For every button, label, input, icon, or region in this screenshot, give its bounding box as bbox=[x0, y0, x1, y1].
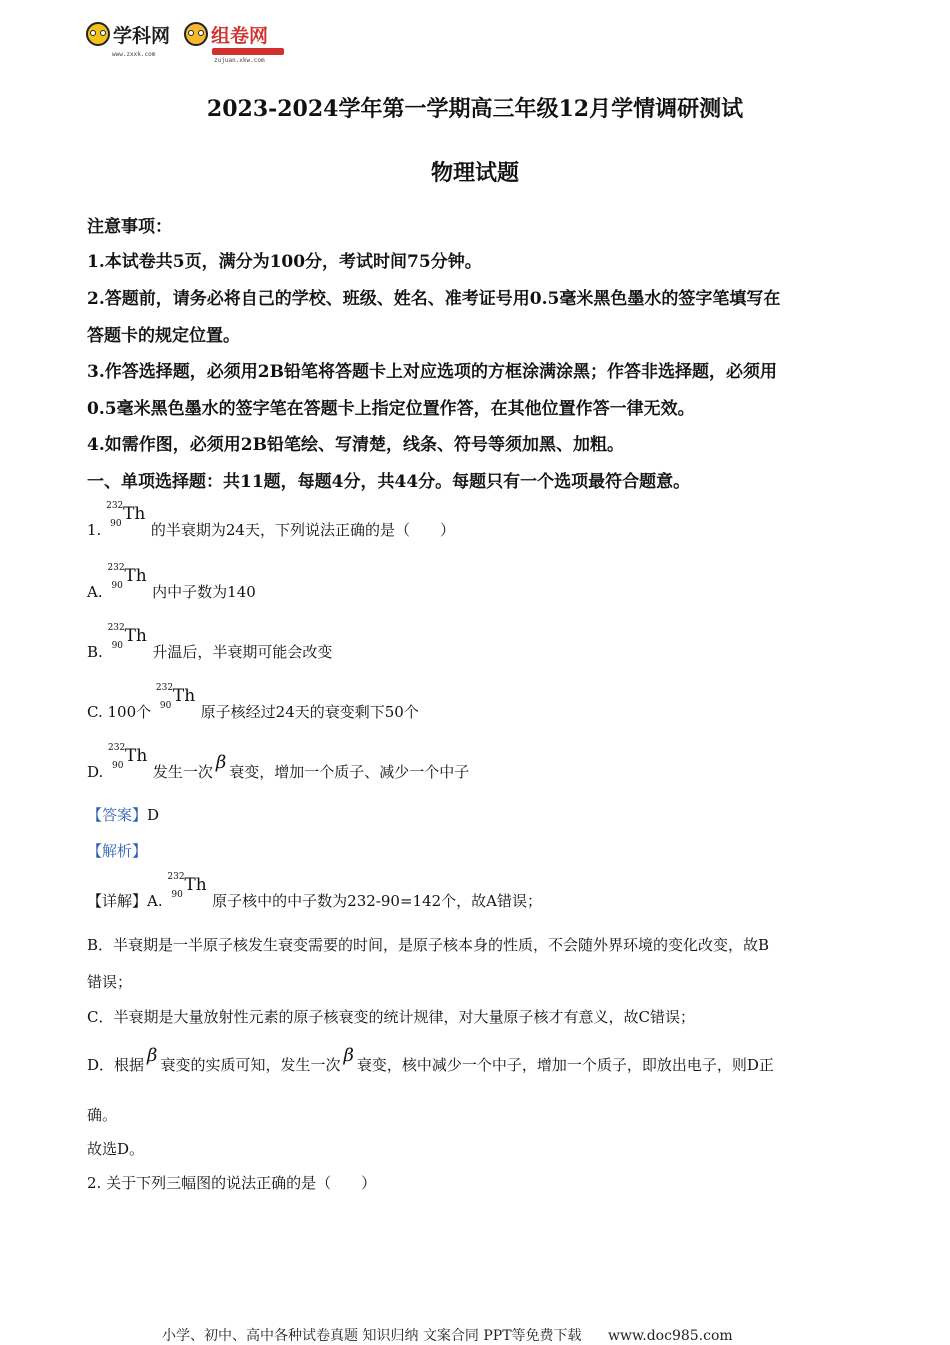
q1-analysis-tag: 【解析】 bbox=[87, 842, 148, 860]
element-symbol: Th bbox=[125, 746, 148, 766]
option-b-text: 升温后，半衰期可能会改变 bbox=[152, 643, 333, 661]
q1-stem-text: 的半衰期为24天，下列说法正确的是（ ） bbox=[150, 521, 455, 539]
section-1-heading: 一、单项选择题：共11题，每题4分，共44分。每题只有一个选项最符合题意。 bbox=[87, 472, 691, 492]
element-symbol: Th bbox=[124, 566, 147, 586]
detail-tag: 【详解】A. bbox=[87, 892, 163, 910]
notice-item-2b: 答题卡的规定位置。 bbox=[87, 326, 240, 346]
notice-item-3b: 0.5毫米黑色墨水的签字笔在答题卡上指定位置作答，在其他位置作答一律无效。 bbox=[87, 399, 695, 419]
q1-detail-c: C．半衰期是大量放射性元素的原子核衰变的统计规律，对大量原子核才有意义，故C错误； bbox=[87, 1008, 695, 1026]
q1-option-d[interactable] bbox=[87, 743, 470, 782]
beta-symbol: β bbox=[147, 1045, 158, 1066]
q1-option-b[interactable] bbox=[87, 623, 333, 662]
detail-d-text-1: D．根据 bbox=[87, 1056, 145, 1074]
exam-title: 2023-2024学年第一学期高三年级12月学情调研测试 bbox=[206, 96, 744, 122]
thorium-nuclide bbox=[107, 623, 148, 657]
q1-detail-b2: 错误； bbox=[87, 973, 133, 991]
logo2-banner bbox=[212, 48, 284, 55]
mass-number: 232 bbox=[108, 743, 126, 753]
header-logos bbox=[86, 14, 269, 64]
option-a-text: 内中子数为140 bbox=[152, 583, 256, 601]
option-a-label: A. bbox=[87, 583, 103, 601]
thorium-nuclide bbox=[107, 563, 147, 597]
footer bbox=[162, 1325, 733, 1345]
beta-symbol: β bbox=[343, 1045, 354, 1066]
q2-stem: 2. 关于下列三幅图的说法正确的是（ ） bbox=[87, 1174, 377, 1192]
q1-stem bbox=[87, 501, 455, 540]
beta-symbol: β bbox=[215, 752, 227, 773]
atomic-number: 90 bbox=[111, 641, 124, 651]
option-b-label: B. bbox=[87, 643, 103, 661]
notice-heading: 注意事项： bbox=[87, 217, 172, 237]
option-d-text-2: 衰变，增加一个质子、减少一个中子 bbox=[229, 763, 470, 781]
detail-a-text: 原子核中的中子数为232-90=142个，故A错误； bbox=[212, 892, 542, 910]
notice-item-3a: 3.作答选择题，必须用2B铅笔将答题卡上对应选项的方框涂满涂黑；作答非选择题，必须用 bbox=[87, 362, 777, 382]
q1-detail-b1: B．半衰期是一半原子核发生衰变需要的时间，是原子核本身的性质，不会随外界环境的变化改变，故B bbox=[87, 936, 770, 954]
notice-item-4: 4.如需作图，必须用2B铅笔绘、写清楚，线条、符号等须加黑、加粗。 bbox=[87, 435, 624, 455]
q1-detail-d bbox=[87, 1045, 774, 1075]
atomic-number: 90 bbox=[112, 761, 124, 771]
xuekewang-logo[interactable] bbox=[86, 21, 171, 58]
exam-subject: 物理试题 bbox=[430, 160, 519, 186]
option-c-text: 原子核经过24天的衰变剩下50个 bbox=[200, 703, 419, 721]
q1-detail-d4: 确。 bbox=[87, 1106, 118, 1124]
atomic-number: 90 bbox=[159, 701, 172, 711]
option-c-label: C. 100个 bbox=[87, 703, 152, 721]
q1-number: 1. bbox=[87, 521, 102, 539]
detail-d-text-3: 衰变，核中减少一个中子，增加一个质子，即放出电子，则D正 bbox=[356, 1056, 774, 1074]
mascot-face-icon bbox=[86, 22, 110, 46]
notice-item-2a: 2.答题前，请务必将自己的学校、班级、姓名、准考证号用0.5毫米黑色墨水的签字笔填写在 bbox=[87, 289, 781, 309]
logo2-text: 组卷网 bbox=[211, 24, 269, 47]
atomic-number: 90 bbox=[110, 519, 122, 529]
q1-conclusion: 故选D。 bbox=[87, 1140, 145, 1158]
option-d-text-1: 发生一次 bbox=[152, 763, 213, 781]
mass-number: 232 bbox=[107, 563, 125, 573]
mass-number: 232 bbox=[167, 872, 185, 882]
logo1-sub: www.zxxk.com bbox=[112, 50, 156, 58]
q1-detail-a bbox=[87, 872, 542, 911]
mass-number: 232 bbox=[107, 623, 125, 633]
q1-option-c[interactable] bbox=[87, 683, 419, 722]
detail-d-text-2: 衰变的实质可知，发生一次 bbox=[160, 1056, 341, 1074]
q1-answer bbox=[87, 804, 159, 825]
thorium-nuclide bbox=[167, 872, 207, 906]
logo1-text: 学科网 bbox=[113, 24, 171, 47]
logo2-sub: zujuan.xkw.com bbox=[214, 56, 265, 64]
element-symbol: Th bbox=[124, 626, 147, 646]
answer-tag: 【答案】 bbox=[87, 806, 148, 824]
answer-value: D bbox=[147, 806, 160, 824]
atomic-number: 90 bbox=[171, 890, 183, 900]
mascot-scholar-icon bbox=[184, 22, 208, 46]
option-d-label: D. bbox=[87, 763, 104, 781]
element-symbol: Th bbox=[123, 504, 146, 524]
thorium-nuclide bbox=[106, 501, 146, 535]
footer-text: 小学、初中、高中各种试卷真题 知识归纳 文案合同 PPT等免费下载 bbox=[162, 1328, 582, 1344]
element-symbol: Th bbox=[172, 686, 196, 706]
element-symbol: Th bbox=[184, 875, 207, 895]
mass-number: 232 bbox=[106, 501, 124, 511]
thorium-nuclide bbox=[108, 743, 148, 777]
q1-option-a[interactable] bbox=[87, 563, 256, 602]
mass-number: 232 bbox=[155, 683, 174, 693]
zujuanwang-logo[interactable] bbox=[184, 21, 269, 64]
thorium-nuclide bbox=[155, 683, 196, 717]
notice-item-1: 1.本试卷共5页，满分为100分，考试时间75分钟。 bbox=[87, 252, 482, 272]
footer-url[interactable]: www.doc985.com bbox=[607, 1328, 733, 1344]
atomic-number: 90 bbox=[111, 581, 123, 591]
